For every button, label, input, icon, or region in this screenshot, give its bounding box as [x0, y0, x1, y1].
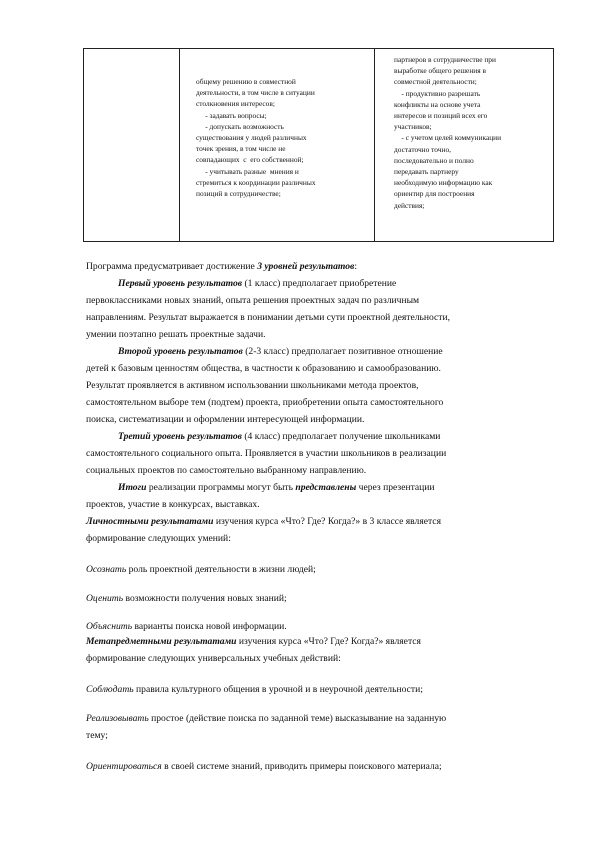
results-emphasis: представлены [295, 482, 357, 493]
table-cell-line: выработке общего решения в [394, 66, 486, 76]
meta-line2: формирование следующих универсальных учебных действий: [86, 653, 341, 664]
action-text: в своей системе знаний, приводить примеры поискового материала; [161, 761, 442, 772]
table-cell-line: общему решению в совместной [196, 77, 296, 86]
results-text: реализации программы могут быть [146, 482, 296, 493]
results-tail: через презентации [356, 482, 435, 493]
skill-verb: Оценить [86, 593, 124, 604]
level2-line5: поиска, систематизации и оформлении интересующей информации. [86, 414, 365, 425]
level2-line4: самостоятельном выборе тем (подтем) проекта, приобретении опыта самостоятельного [86, 397, 444, 408]
level1-text: (1 класс) предполагает приобретение [242, 278, 397, 289]
table-cell-line: деятельности, в том числе в ситуации [196, 88, 315, 98]
skill-text: варианты поиска новой информации. [132, 621, 287, 632]
intro-emphasis: 3 уровней результатов [257, 261, 355, 272]
meta-text: изучения курса «Что? Где? Когда?» является [236, 636, 421, 647]
intro-tail: : [354, 261, 357, 272]
action-verb: Соблюдать [86, 684, 134, 695]
skill-item [86, 619, 554, 635]
table-cell-line: необходимую информацию как [394, 178, 493, 188]
results-line2: проектов, участие в конкурсах, выставках. [86, 499, 260, 510]
results-line1 [118, 480, 586, 496]
table-cell-line: - продуктивно разрешать [394, 88, 481, 98]
skill-verb: Осознать [86, 564, 127, 575]
intro-paragraph [86, 259, 554, 275]
intro-text: Программа предусматривает достижение [86, 261, 258, 272]
table-cell-line: - учитывать разные мнения и [196, 166, 299, 176]
level3-line3: социальных проектов по самостоятельно выбранному направлению. [86, 465, 367, 476]
skill-text: роль проектной деятельности в жизни людей; [126, 564, 316, 575]
action-item-continuation: тему; [86, 730, 108, 741]
table-cell-line: последовательно и полно [394, 155, 474, 165]
level3-line2: самостоятельного социального опыта. Проявляется в участии школьников в реализации [86, 448, 447, 459]
table-cell-line: - с учетом целей коммуникации [394, 133, 502, 143]
table-cell-line: совпадающих с его собственной; [196, 155, 304, 165]
level1-label: Первый уровень результатов [118, 278, 243, 289]
table-cell-line: - задавать вопросы; [196, 110, 267, 120]
competencies-table [83, 48, 554, 242]
table-cell-line: совместной деятельности; [394, 77, 477, 87]
skill-item [86, 591, 554, 607]
table-column-divider [374, 49, 375, 241]
skill-verb: Объяснить [86, 621, 133, 632]
table-cell-line: партнеров в сотрудничестве при [394, 55, 496, 64]
level1-line1 [118, 276, 586, 292]
action-item [86, 711, 554, 727]
table-cell-line: действия; [394, 200, 425, 210]
action-verb: Реализовывать [86, 713, 149, 724]
level1-line3: направлениям. Результат выражается в понимании детьми сути проектной деятельности, [86, 312, 451, 323]
results-label: Итоги [118, 482, 147, 493]
level1-line4: умении поэтапно решать проектные задачи. [86, 329, 266, 340]
personal-text: изучения курса «Что? Где? Когда?» в 3 классе является [213, 516, 441, 527]
meta-line1 [86, 634, 554, 650]
action-item [86, 759, 554, 775]
table-cell-line: передавать партнеру [394, 167, 459, 177]
meta-label: Метапредметными результатами [86, 636, 237, 647]
table-cell-line: столкновения интересов; [196, 99, 275, 109]
personal-line2: формирование следующих умений: [86, 533, 231, 544]
level2-label: Второй уровень результатов [118, 346, 243, 357]
table-column-divider [179, 49, 180, 241]
table-cell-line: стремиться к координации различных [196, 177, 316, 187]
table-cell-line: ориентир для построения [394, 189, 475, 199]
level3-line1 [118, 429, 586, 445]
table-cell-cooperation-skills [394, 54, 501, 211]
action-text: правила культурного общения в урочной и в неурочной деятельности; [133, 684, 423, 695]
skill-text: возможности получения новых знаний; [123, 593, 287, 604]
level2-text: (2-3 класс) предполагает позитивное отношение [242, 346, 443, 357]
level2-line1 [118, 344, 586, 360]
level3-text: (4 класс) предполагает получение школьниками [241, 431, 441, 442]
level2-line3: Результат проявляется в активном использовании школьниками метода проектов, [86, 380, 419, 391]
action-item [86, 682, 554, 698]
skill-item [86, 562, 554, 578]
table-cell-line: позиций в сотрудничестве; [196, 189, 281, 199]
level2-line2: детей к базовым ценностям общества, в частности к образованию и самообразованию. [86, 363, 441, 374]
personal-line1 [86, 514, 554, 530]
level3-label: Третий уровень результатов [118, 431, 242, 442]
table-cell-communication-skills [196, 76, 316, 199]
table-cell-line: конфликты на основе учета [394, 99, 481, 109]
table-cell-line: участников; [394, 122, 432, 132]
table-cell-line: интересов и позиций всех его [394, 111, 488, 121]
action-verb: Ориентироваться [86, 761, 162, 772]
table-cell-line: достаточно точно, [394, 144, 452, 154]
action-text: простое (действие поиска по заданной теме) высказывание на заданную [148, 713, 447, 724]
level1-line2: первоклассниками новых знаний, опыта решения проектных задач по различным [86, 295, 420, 306]
table-cell-line: - допускать возможность [196, 121, 284, 131]
personal-label: Личностными результатами [86, 516, 214, 527]
table-cell-line: точек зрения, в том числе не [196, 144, 286, 154]
table-cell-line: существования у людей различных [196, 133, 307, 143]
